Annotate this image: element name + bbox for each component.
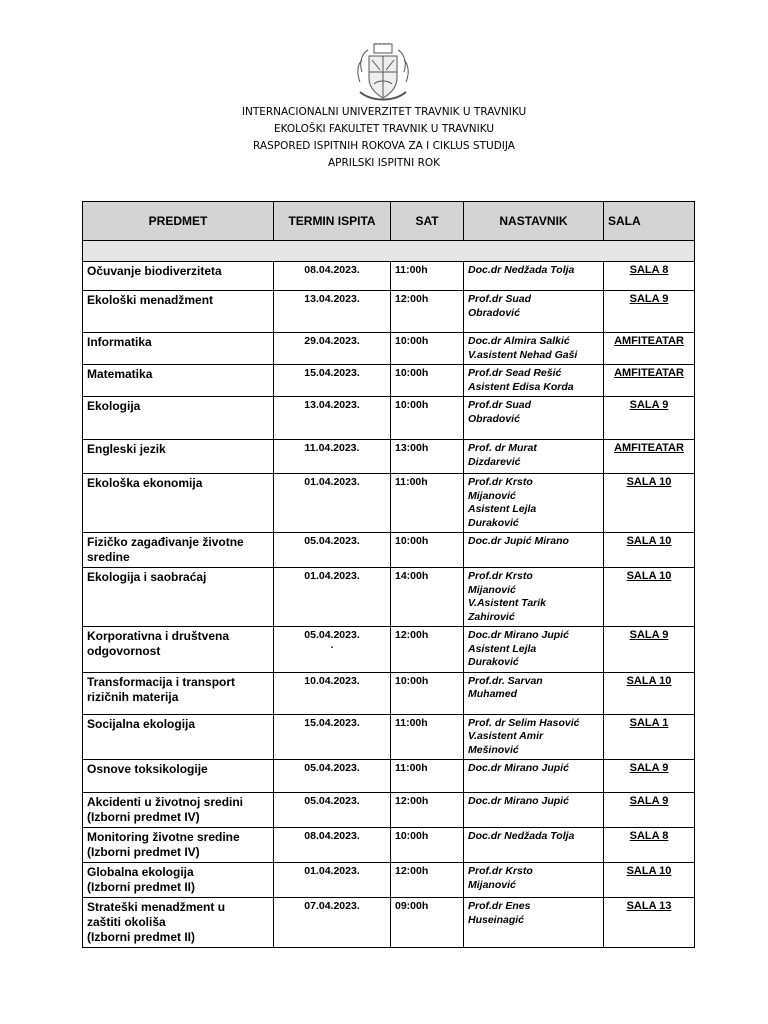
predmet-line: odgovornost [87, 644, 161, 658]
nastavnik-line: Doc.dr Mirano Jupić [468, 795, 569, 807]
cell-sala: AMFITEATAR [604, 333, 695, 365]
nastavnik-line: V.asistent Amir [468, 730, 544, 742]
cell-nastavnik [464, 474, 604, 533]
cell-predmet [83, 474, 274, 533]
termin-text: 05.04.2023. [304, 535, 360, 547]
cell-nastavnik [464, 714, 604, 760]
column-header-termin: TERMIN ISPITA [274, 202, 391, 241]
predmet-line: Ekološka ekonomija [87, 476, 203, 490]
nastavnik-line: Obradović [468, 306, 520, 319]
termin-extra: . [330, 639, 334, 651]
table-row [83, 627, 695, 673]
exam-period: APRILSKI ISPITNI ROK [327, 157, 441, 169]
predmet-line: (Izborni predmet II) [87, 930, 195, 944]
cell-sat: 10:00h [391, 672, 464, 714]
schedule-title: RASPORED ISPITNIH ROKOVA ZA I CIKLUS STUDIJA [253, 140, 515, 152]
predmet-line: Ekologija [87, 399, 141, 413]
cell-termin [274, 714, 391, 760]
cell-sala: AMFITEATAR [604, 365, 695, 397]
cell-sala: SALA 9 [604, 627, 695, 673]
document-header [0, 104, 768, 172]
predmet-line: Osnove toksikologije [87, 762, 208, 776]
predmet-line: Globalna ekologija [87, 865, 194, 879]
nastavnik-line: Duraković [468, 656, 519, 668]
nastavnik-line: V.asistent Nehad Gaši [468, 348, 578, 361]
nastavnik-line: Prof.dr Enes [468, 900, 531, 912]
nastavnik-line: Prof.dr Suad [468, 399, 532, 411]
cell-predmet [83, 898, 274, 948]
nastavnik-line: Prof.dr Krsto [468, 476, 533, 488]
table-row [83, 533, 695, 568]
cell-sat: 10:00h [391, 397, 464, 440]
cell-termin [274, 760, 391, 793]
cell-termin [274, 291, 391, 333]
cell-nastavnik [464, 568, 604, 627]
cell-predmet [83, 828, 274, 863]
table-row [83, 262, 695, 291]
cell-sat: 12:00h [391, 627, 464, 673]
cell-termin [274, 474, 391, 533]
cell-sala: SALA 10 [604, 672, 695, 714]
cell-nastavnik [464, 863, 604, 898]
cell-termin [274, 568, 391, 627]
nastavnik-line: Doc.dr Nedžada Tolja [468, 830, 575, 842]
cell-sat: 10:00h [391, 365, 464, 397]
cell-termin [274, 365, 391, 397]
predmet-line: Ekologija i saobraćaj [87, 570, 207, 584]
cell-nastavnik [464, 365, 604, 397]
cell-nastavnik [464, 627, 604, 673]
cell-termin [274, 262, 391, 291]
cell-sat: 13:00h [391, 440, 464, 474]
column-header-sala: SALA [604, 202, 695, 241]
nastavnik-line: Prof.dr Krsto [468, 570, 533, 582]
table-row [83, 397, 695, 440]
cell-sala: SALA 10 [604, 474, 695, 533]
termin-text: 01.04.2023. [304, 865, 360, 877]
cell-nastavnik [464, 440, 604, 474]
cell-termin [274, 440, 391, 474]
table-row [83, 793, 695, 828]
cell-predmet [83, 365, 274, 397]
table-row [83, 828, 695, 863]
termin-text: 01.04.2023. [304, 476, 360, 488]
nastavnik-line: Prof. dr Selim Hasović [468, 716, 580, 729]
nastavnik-line: Zahirović [468, 610, 515, 623]
table-row [83, 333, 695, 365]
table-row [83, 474, 695, 533]
cell-sala: SALA 8 [604, 828, 695, 863]
cell-predmet [83, 760, 274, 793]
cell-nastavnik [464, 828, 604, 863]
cell-sat: 12:00h [391, 291, 464, 333]
cell-termin [274, 793, 391, 828]
termin-text: 15.04.2023. [304, 367, 360, 379]
nastavnik-line: Mešinović [468, 743, 519, 756]
nastavnik-line: Asistent Lejla [468, 503, 537, 515]
nastavnik-line: Asistent Edisa Korda [468, 380, 574, 393]
cell-sat: 11:00h [391, 262, 464, 291]
university-seal-icon [354, 42, 412, 102]
termin-text: 05.04.2023. [304, 762, 360, 774]
cell-sala: SALA 9 [604, 760, 695, 793]
cell-sat: 14:00h [391, 568, 464, 627]
nastavnik-line: Doc.dr Mirano Jupić [468, 629, 569, 641]
nastavnik-line: Doc.dr Nedžada Tolja [468, 264, 575, 276]
cell-sala: SALA 10 [604, 533, 695, 568]
nastavnik-line: Prof.dr Suad [468, 293, 532, 305]
predmet-line: (Izborni predmet IV) [87, 810, 200, 824]
termin-text: 01.04.2023. [304, 570, 360, 582]
cell-termin [274, 627, 391, 673]
nastavnik-line: Prof. dr Murat [468, 442, 537, 454]
cell-nastavnik [464, 291, 604, 333]
termin-text: 15.04.2023. [304, 716, 360, 729]
cell-nastavnik [464, 397, 604, 440]
nastavnik-line: Mijanović [468, 489, 516, 502]
termin-text: 05.04.2023. [304, 629, 360, 641]
cell-sala: SALA 10 [604, 568, 695, 627]
termin-text: 10.04.2023. [304, 674, 360, 687]
table-row [83, 672, 695, 714]
cell-sala: SALA 8 [604, 262, 695, 291]
predmet-line: Engleski jezik [87, 442, 166, 456]
table-row [83, 714, 695, 760]
cell-nastavnik [464, 533, 604, 568]
cell-predmet [83, 262, 274, 291]
cell-nastavnik [464, 333, 604, 365]
exam-schedule-table [82, 201, 695, 948]
nastavnik-line: Obradović [468, 412, 520, 425]
cell-nastavnik [464, 262, 604, 291]
table-row [83, 898, 695, 948]
nastavnik-line: Mijanović [468, 583, 516, 596]
termin-text: 13.04.2023. [304, 293, 360, 305]
cell-predmet [83, 397, 274, 440]
nastavnik-line: Prof.dr. Sarvan [468, 674, 543, 687]
cell-sat: 12:00h [391, 793, 464, 828]
termin-text: 07.04.2023. [304, 900, 360, 912]
predmet-line: sredine [87, 550, 130, 564]
cell-termin [274, 828, 391, 863]
nastavnik-line: Prof.dr Krsto [468, 865, 533, 877]
cell-predmet [83, 793, 274, 828]
table-header-row [83, 202, 695, 241]
nastavnik-line: Doc.dr Mirano Jupić [468, 762, 569, 774]
termin-text: 11.04.2023. [304, 442, 360, 454]
nastavnik-line: Huseinagić [468, 913, 525, 926]
cell-sat: 10:00h [391, 533, 464, 568]
cell-sala: SALA 9 [604, 291, 695, 333]
predmet-line: Korporativna i društvena [87, 629, 230, 643]
cell-predmet [83, 533, 274, 568]
table-row [83, 291, 695, 333]
nastavnik-line: V.Asistent Tarik [468, 597, 547, 609]
cell-sat: 09:00h [391, 898, 464, 948]
predmet-line: Ekološki menadžment [87, 293, 214, 307]
cell-sala: SALA 9 [604, 397, 695, 440]
faculty-name: EKOLOŠKI FAKULTET TRAVNIK U TRAVNIKU [273, 123, 495, 135]
cell-sat: 10:00h [391, 333, 464, 365]
cell-termin [274, 333, 391, 365]
cell-nastavnik [464, 760, 604, 793]
cell-termin [274, 397, 391, 440]
cell-predmet [83, 863, 274, 898]
cell-termin [274, 533, 391, 568]
termin-text: 29.04.2023. [304, 335, 360, 347]
spacer-row [83, 241, 695, 262]
table-row [83, 365, 695, 397]
predmet-line: (Izborni predmet II) [87, 880, 195, 894]
nastavnik-line: Duraković [468, 516, 519, 529]
table-row [83, 568, 695, 627]
table-row [83, 863, 695, 898]
cell-sat: 11:00h [391, 714, 464, 760]
predmet-line: Fizičko zagađivanje životne [87, 535, 244, 549]
university-name: INTERNACIONALNI UNIVERZITET TRAVNIK U TRAVNIKU [241, 106, 527, 118]
cell-predmet [83, 291, 274, 333]
nastavnik-line: Doc.dr Jupić Mirano [468, 535, 569, 547]
nastavnik-line: Dizdarević [468, 455, 521, 468]
cell-predmet [83, 672, 274, 714]
cell-sat: 11:00h [391, 760, 464, 793]
cell-predmet [83, 568, 274, 627]
nastavnik-line: Prof.dr Sead Rešić [468, 367, 562, 379]
termin-text: 05.04.2023. [304, 795, 360, 807]
predmet-line: Monitoring životne sredine [87, 830, 240, 844]
termin-text: 08.04.2023. [304, 264, 360, 276]
nastavnik-line: Asistent Lejla [468, 642, 537, 655]
column-header-nastavnik: NASTAVNIK [464, 202, 604, 241]
cell-predmet [83, 440, 274, 474]
column-header-predmet: PREDMET [83, 202, 274, 241]
cell-sala: SALA 1 [604, 714, 695, 760]
column-header-sat: SAT [391, 202, 464, 241]
cell-termin [274, 898, 391, 948]
cell-sala: SALA 10 [604, 863, 695, 898]
predmet-line: rizičnih materija [87, 689, 179, 704]
predmet-line: Strateški menadžment u [87, 900, 226, 914]
predmet-line: (Izborni predmet IV) [87, 845, 200, 859]
nastavnik-line: Doc.dr Almira Salkić [468, 335, 570, 347]
termin-text: 08.04.2023. [304, 830, 360, 842]
predmet-line: Informatika [87, 335, 152, 349]
nastavnik-line: Muhamed [468, 688, 518, 700]
cell-sat: 10:00h [391, 828, 464, 863]
cell-sala: SALA 9 [604, 793, 695, 828]
cell-sat: 12:00h [391, 863, 464, 898]
cell-termin [274, 672, 391, 714]
cell-termin [274, 863, 391, 898]
predmet-line: Akcidenti u životnoj sredini [87, 795, 244, 809]
predmet-line: Socijalna ekologija [87, 716, 196, 731]
cell-predmet [83, 627, 274, 673]
nastavnik-line: Mijanović [468, 878, 516, 891]
predmet-line: Transformacija i transport [87, 674, 236, 689]
cell-predmet [83, 714, 274, 760]
table-row [83, 760, 695, 793]
predmet-line: Očuvanje biodiverziteta [87, 264, 222, 278]
predmet-line: Matematika [87, 367, 153, 381]
cell-nastavnik [464, 898, 604, 948]
termin-text: 13.04.2023. [304, 399, 360, 411]
cell-nastavnik [464, 672, 604, 714]
predmet-line: zaštiti okoliša [87, 915, 166, 929]
cell-sala: AMFITEATAR [604, 440, 695, 474]
table-row [83, 440, 695, 474]
cell-sat: 11:00h [391, 474, 464, 533]
cell-nastavnik [464, 793, 604, 828]
cell-sala: SALA 13 [604, 898, 695, 948]
cell-predmet [83, 333, 274, 365]
